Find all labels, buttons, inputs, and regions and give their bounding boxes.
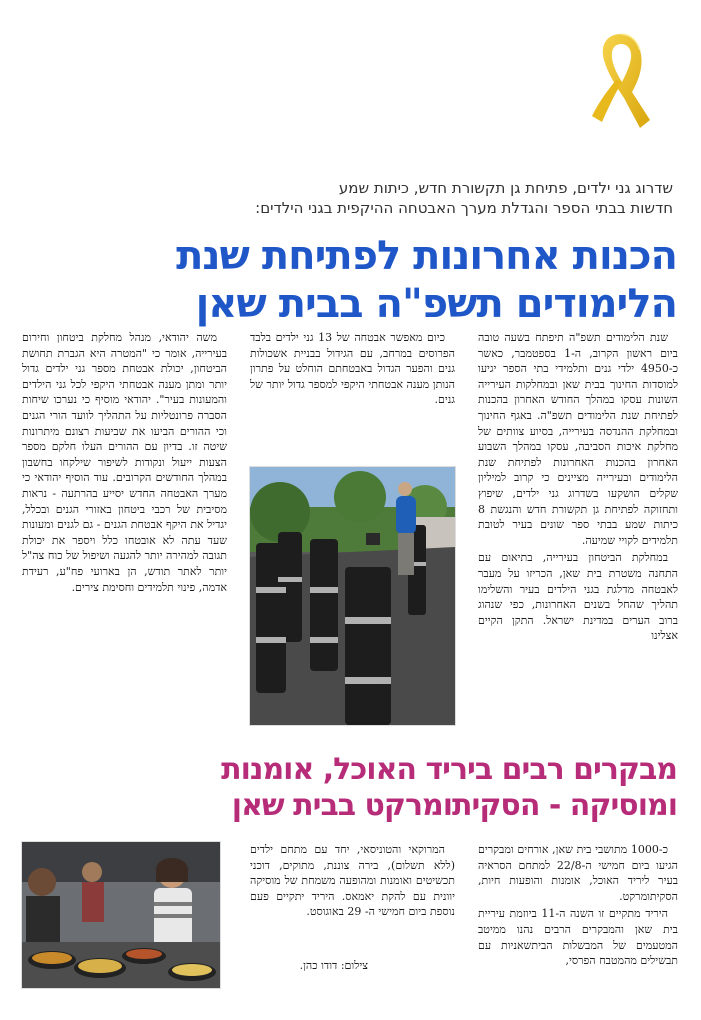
kicker-line-1: שדרוג גני ילדים, פתיחת גן תקשורת חדש, כיתות שמע xyxy=(338,179,673,197)
article-2-paragraph: המרוקאי והטוניסאי, יחד עם מתחם ילדים (ללא תשלום), בירה צוננת, מתוקים, דוכני תכשיטים ואומנות ומהופעה משמחת של מוסיקה יוונית עם להקת יאמאס. היריד יתקיים פעם נוספת ביום חמישי ה- 29 באוגוסט. xyxy=(250,843,455,919)
article-2-paragraph: כ-1000 מתושבי בית שאן, אורחים ומבקרים הגיעו ביום חמישי ה-22/8 למתחם הסראיה בעיר ליריד האוכל, אומנות והופעות חיות, הסקיתומרקט. xyxy=(478,843,679,903)
article-1-headline-line-1: הכנות אחרונות לפתיחת שנת xyxy=(176,233,677,279)
article-1-headline xyxy=(17,232,677,328)
article-1-column-middle xyxy=(250,330,455,460)
article-2-headline-line-2: ומוסיקה - הסקיתומרקט בבית שאן xyxy=(231,788,677,823)
article-1-paragraph: שנת הלימודים תשפ"ה תיפתח בשעה טובה ביום ראשון הקרוב, ה-1 בספטמבר, כאשר כ-4950 ילדי גנים ותלמידי בתי הספר יגיעו למוסדות החינוך בבית שאן ובמחלקות העירייה השונות עסקו במהלך החודש האחרון בהכנות לפתיחת שנת הלימודים תשפ"ה. באגף החינוך ובמחלקת ההנדסה בעירייה, בסיוע צוותים של מחלקת איכות הסביבה, עסקו במהלך השבוע האחרון בהכנות האחרונות לפתיחת שנת הלימודים ובעירייה מציינים כי קרוב למיליון שקלים הושקעו בשדרוג גני ילדים, שיפוץ ותחזוקה לפתיחת גן תקשורת חדש והנגשת 8 כיתות שמע בבתי ספר שונים בעיר לטובת תלמידים לקויי שמיעה. xyxy=(478,331,678,547)
article-1-paragraph: כיום מאפשר אבטחה של 13 גני ילדים בלבד הפרוסים במרחב, עם הגידול בבניית אשכולות גנים והפער הגדול באבטחתם הוחלט על פתרון הנותן מענה אבטחתי היקפי למספר גדול יותר של גנים. xyxy=(250,331,455,407)
article-2-headline-line-1: מבקרים רבים ביריד האוכל, אומנות xyxy=(221,752,677,787)
article-2-column-right xyxy=(478,842,678,1002)
article-kicker xyxy=(33,178,673,218)
kindergarten-renovation-photo xyxy=(250,467,455,725)
article-1-column-right xyxy=(478,330,678,730)
article-2-column-middle xyxy=(250,842,455,954)
food-fair-photo-illustration xyxy=(22,842,220,988)
photo-credit: צילום: דודו כהן. xyxy=(299,959,368,972)
kicker-line-2: חדשות בבתי הספר והגדלת מערך האבטחה ההיקפית בגני הילדים: xyxy=(255,199,673,217)
yellow-ribbon-icon xyxy=(586,28,656,138)
article-1-column-left xyxy=(22,330,227,730)
article-1-headline-line-2: הלימודים תשפ"ה בבית שאן xyxy=(195,281,677,327)
article-1-paragraph: משה יהודאי, מנהל מחלקת ביטחון וחירום בעירייה, אומר כי "המטרה היא הגברת תחושת הביטחון, יכולת אבטחת מספר גני ילדים גדול יותר ומתן מענה אבטחתי היקפי לכל גני הילדים והמעונות בעיר". יהודאי מוסיף כי נערכו שיחות הסברה פרונטליות על התהליך לוועד הורי הגנים וכי ההורים הביעו את שביעות רצונם מיתרונות שיטה זו. בדיון עם ההורים העלו חלקם מספר הצעות ייעול ונקודות לשיפור שילקחו בחשבון במהלך החודשים הקרובים. עוד הוסיף יהודאי כי מערך האבטחה החדש יסייע בהרתעה - נראות מסיבית של רכבי ביטחון באזורי הגנים ובכלל, יגדיל את היקף אבטחת הגנים - גם לגנים ומעונות שעד עתה לא אובטחו כלל ויספר את יכולת תגובה למהירה יותר להגעה ושיפול של כוח צה"ל יותר לאתר תודש, הן בארועי פח"ע, רעידת אדמה, פינוי תלמידים וחסימת צירים. xyxy=(22,331,227,594)
food-fair-photo xyxy=(22,842,220,988)
renovation-photo-illustration xyxy=(250,467,455,725)
article-1-paragraph: במחלקת הביטחון בעירייה, בתיאום עם התחנה משטרת בית שאן, הכריזו על מעבר לאבטחה מדלגת בגני הילדים בעיר והשלימו תהליך שהחל בשנים האחרונות, כפי שנהוג ברוב הערים במדינת ישראל. התקן הקיים אצלינו xyxy=(478,551,678,643)
article-2-headline xyxy=(17,752,677,824)
article-2-paragraph: היריד מתקיים זו השנה ה-11 ביוזמת עיריית בית שאן והמבקרים הרבים נהנו ממיטב המטעמים של המבשלות הביתשאניות עם תבשילים מהמטבח הפרסי, xyxy=(478,907,678,968)
